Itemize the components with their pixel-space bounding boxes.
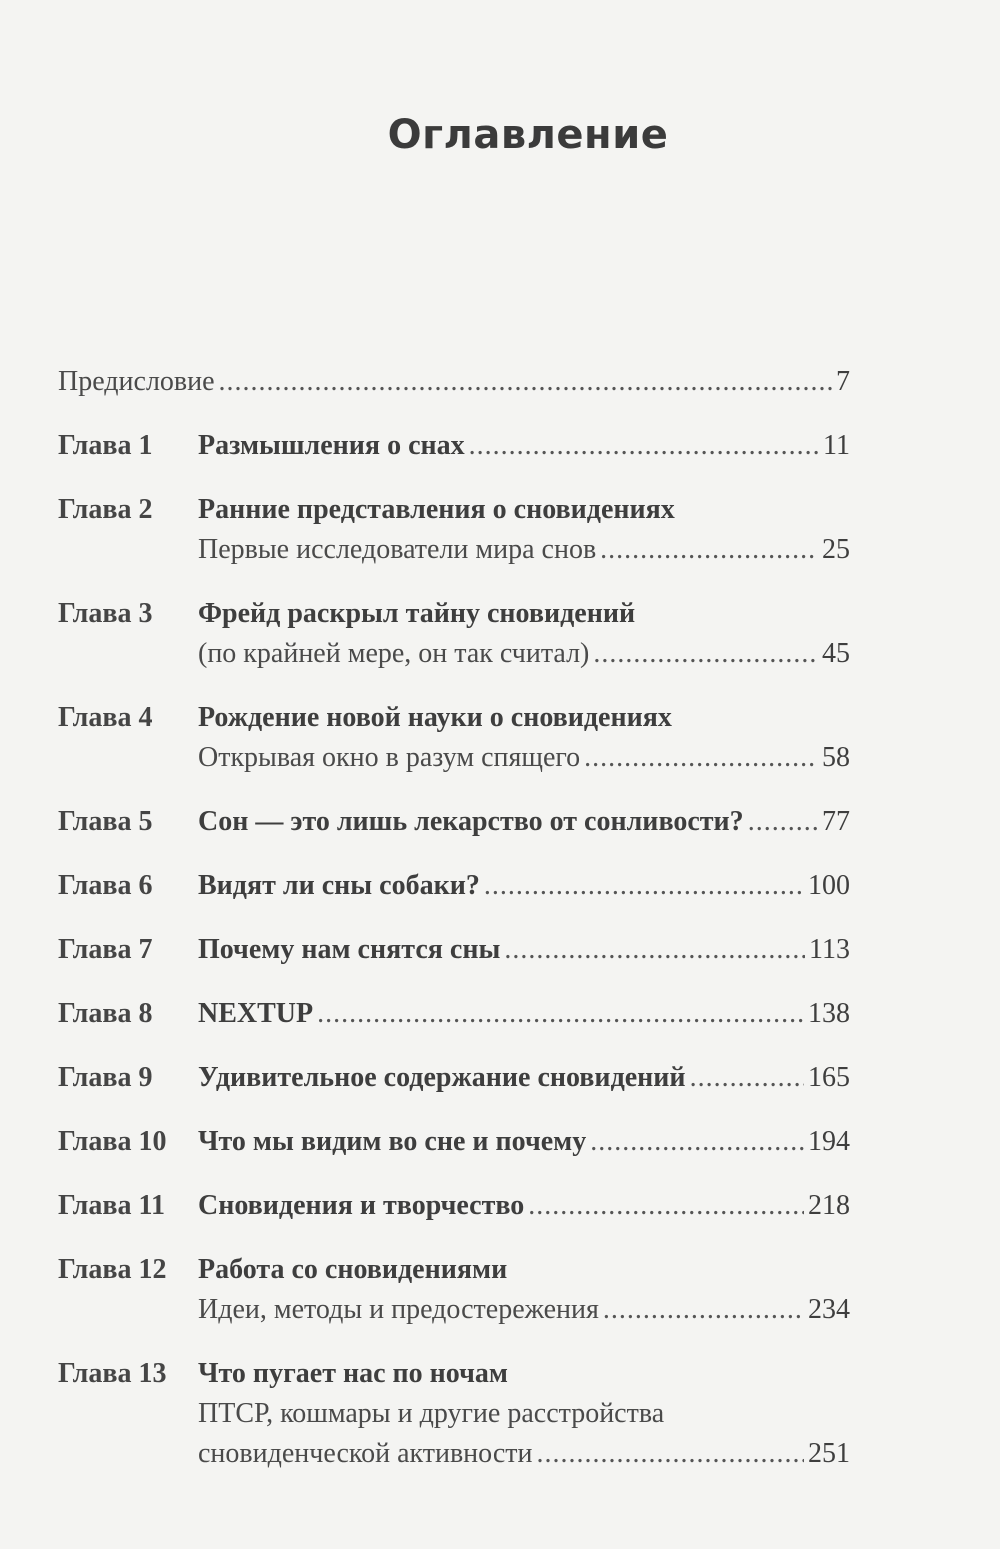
page-number: 138	[808, 998, 850, 1029]
dot-leader	[748, 802, 818, 842]
chapter-number: Глава 2	[58, 494, 153, 525]
toc-entry-line	[198, 1186, 850, 1226]
chapter-number: Глава 12	[58, 1254, 167, 1285]
toc-chapter-7[interactable]	[58, 930, 850, 970]
dot-leader	[584, 738, 818, 778]
chapter-subtitle-continued: сновиденческой активности	[198, 1438, 533, 1469]
chapter-title: Рождение новой науки о сновидениях	[198, 702, 672, 733]
toc-entry-line	[198, 994, 850, 1034]
dot-leader	[537, 1434, 804, 1474]
dot-leader	[317, 994, 804, 1034]
preface-label: Предисловие	[58, 366, 215, 397]
toc-chapter-9[interactable]	[58, 1058, 850, 1098]
chapter-number: Глава 7	[58, 934, 153, 965]
chapter-title: NEXTUP	[198, 998, 314, 1029]
chapter-title: Сновидения и творчество	[198, 1190, 525, 1221]
toc-chapter-10[interactable]	[58, 1122, 850, 1162]
toc-entry	[198, 930, 850, 970]
toc-entry	[198, 1354, 850, 1474]
toc-preface[interactable]	[58, 362, 850, 402]
chapter-number: Глава 6	[58, 870, 153, 901]
dot-leader	[469, 426, 819, 466]
chapter-title: Что пугает нас по ночам	[198, 1358, 508, 1389]
chapter-title: Ранние представления о сновидениях	[198, 494, 675, 525]
toc-entry	[198, 802, 850, 842]
page-number: 194	[808, 1126, 850, 1157]
chapter-number: Глава 5	[58, 806, 153, 837]
toc-chapter-1[interactable]	[58, 426, 850, 466]
chapter-subtitle: ПТСР, кошмары и другие расстройства	[198, 1398, 665, 1429]
chapter-title: Фрейд раскрыл тайну сновидений	[198, 598, 636, 629]
toc-chapter-12[interactable]	[58, 1250, 850, 1330]
toc-chapter-11[interactable]	[58, 1186, 850, 1226]
toc-entry-line	[198, 738, 850, 778]
toc-entry	[58, 362, 850, 402]
toc-entry-line	[198, 634, 850, 674]
dot-leader	[219, 362, 832, 402]
chapter-subtitle: Первые исследователи мира снов	[198, 534, 597, 565]
page-number: 165	[808, 1062, 850, 1093]
toc-chapter-3[interactable]	[58, 594, 850, 674]
chapter-number: Глава 13	[58, 1358, 167, 1389]
toc-entry-line	[198, 1290, 850, 1330]
chapter-title: Почему нам снятся сны	[198, 934, 501, 965]
page-title: Оглавление	[387, 112, 669, 158]
chapter-title: Удивительное содержание сновидений	[198, 1062, 686, 1093]
dot-leader	[690, 1058, 804, 1098]
toc-entry	[198, 994, 850, 1034]
toc-entry	[198, 1186, 850, 1226]
chapter-title: Размышления о снах	[198, 430, 465, 461]
toc-entry-line	[198, 1434, 850, 1474]
toc-entry	[198, 426, 850, 466]
toc-chapter-8[interactable]	[58, 994, 850, 1034]
chapter-subtitle: Идеи, методы и предостережения	[198, 1294, 599, 1325]
toc-entry	[198, 1122, 850, 1162]
chapter-subtitle: (по крайней мере, он так считал)	[198, 638, 590, 669]
page-number: 11	[823, 430, 850, 461]
page-number: 100	[808, 870, 850, 901]
chapter-number: Глава 1	[58, 430, 153, 461]
chapter-number: Глава 9	[58, 1062, 153, 1093]
page-number: 113	[809, 934, 850, 965]
toc-chapter-4[interactable]	[58, 698, 850, 778]
toc-entry-line	[198, 802, 850, 842]
chapter-title: Видят ли сны собаки?	[198, 870, 480, 901]
dot-leader	[603, 1290, 804, 1330]
page-number: 45	[822, 638, 850, 669]
toc-chapter-5[interactable]	[58, 802, 850, 842]
table-of-contents	[58, 362, 850, 1474]
dot-leader	[528, 1186, 804, 1226]
toc-chapter-6[interactable]	[58, 866, 850, 906]
page-number: 234	[808, 1294, 850, 1325]
chapter-subtitle: Открывая окно в разум спящего	[198, 742, 581, 773]
toc-entry-line	[198, 426, 850, 466]
dot-leader	[590, 1122, 804, 1162]
toc-entry-line	[198, 1058, 850, 1098]
toc-entry-line	[198, 930, 850, 970]
toc-entry	[198, 490, 850, 570]
toc-entry	[198, 698, 850, 778]
page-number: 77	[822, 806, 850, 837]
dot-leader	[600, 530, 818, 570]
page-number: 7	[836, 366, 850, 397]
chapter-number: Глава 11	[58, 1190, 165, 1221]
toc-entry	[198, 866, 850, 906]
toc-entry-line	[198, 530, 850, 570]
toc-entry-line	[198, 1122, 850, 1162]
chapter-number: Глава 8	[58, 998, 153, 1029]
toc-entry-line	[198, 866, 850, 906]
chapter-number: Глава 3	[58, 598, 153, 629]
toc-entry-line	[58, 362, 850, 402]
chapter-number: Глава 10	[58, 1126, 167, 1157]
dot-leader	[593, 634, 818, 674]
chapter-title: Работа со сновидениями	[198, 1254, 508, 1285]
toc-entry	[198, 1058, 850, 1098]
page-number: 218	[808, 1190, 850, 1221]
dot-leader	[484, 866, 804, 906]
toc-entry	[198, 594, 850, 674]
page-number: 25	[822, 534, 850, 565]
chapter-number: Глава 4	[58, 702, 153, 733]
page-number: 251	[808, 1438, 850, 1469]
toc-chapter-13[interactable]	[58, 1354, 850, 1474]
chapter-title: Что мы видим во сне и почему	[198, 1126, 587, 1157]
toc-entry	[198, 1250, 850, 1330]
chapter-title: Сон — это лишь лекарство от сонливости?	[198, 806, 744, 837]
toc-chapter-2[interactable]	[58, 490, 850, 570]
dot-leader	[504, 930, 805, 970]
page-number: 58	[822, 742, 850, 773]
